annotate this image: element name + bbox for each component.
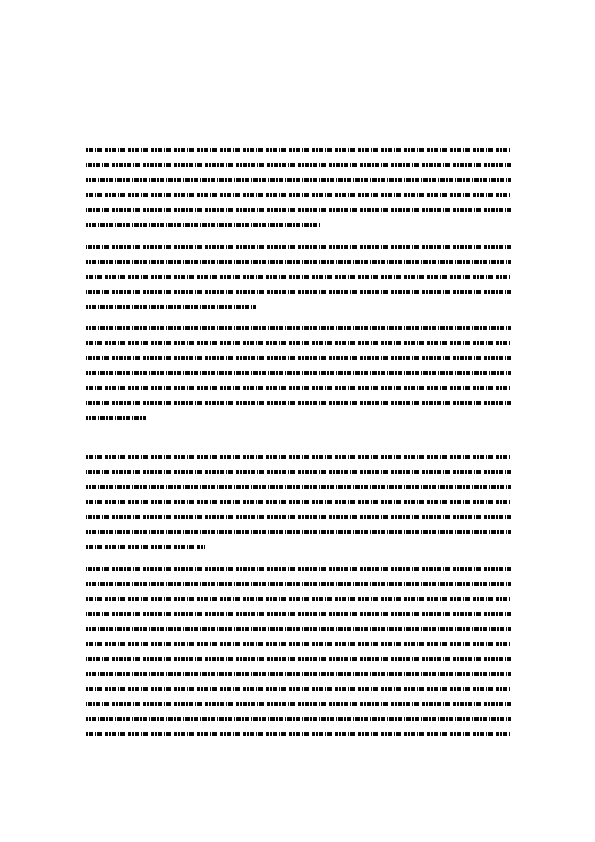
text-line — [86, 148, 511, 152]
text-line — [86, 401, 511, 405]
text-line — [86, 717, 511, 721]
text-line — [86, 245, 511, 249]
text-line — [86, 208, 511, 212]
paragraph-5 — [86, 567, 511, 736]
text-line — [86, 356, 511, 360]
text-line — [86, 326, 511, 330]
text-line — [86, 612, 511, 616]
text-line — [86, 687, 511, 691]
text-line — [86, 290, 511, 294]
paragraph-1 — [86, 148, 511, 227]
text-line — [86, 275, 511, 279]
text-line — [86, 702, 511, 706]
text-line — [86, 305, 256, 309]
text-line — [86, 178, 511, 182]
text-line — [86, 163, 511, 167]
text-line — [86, 642, 511, 646]
text-line — [86, 657, 511, 661]
text-line — [86, 386, 511, 390]
text-line — [86, 500, 511, 504]
text-line — [86, 260, 511, 264]
paragraph-3 — [86, 326, 511, 420]
text-line — [86, 223, 320, 227]
text-line — [86, 455, 511, 459]
text-line — [86, 470, 511, 474]
text-line — [86, 193, 511, 197]
text-line — [86, 485, 511, 489]
text-line — [86, 597, 511, 601]
text-line — [86, 515, 511, 519]
text-line — [86, 672, 511, 676]
text-line — [86, 545, 205, 549]
text-line — [86, 341, 511, 345]
text-line — [86, 567, 511, 571]
paragraph-2 — [86, 245, 511, 309]
text-line — [86, 371, 511, 375]
text-line — [86, 530, 511, 534]
text-line — [86, 582, 511, 586]
paragraph-4 — [86, 455, 511, 549]
text-line — [86, 732, 511, 736]
text-line — [86, 627, 511, 631]
text-line — [86, 416, 146, 420]
